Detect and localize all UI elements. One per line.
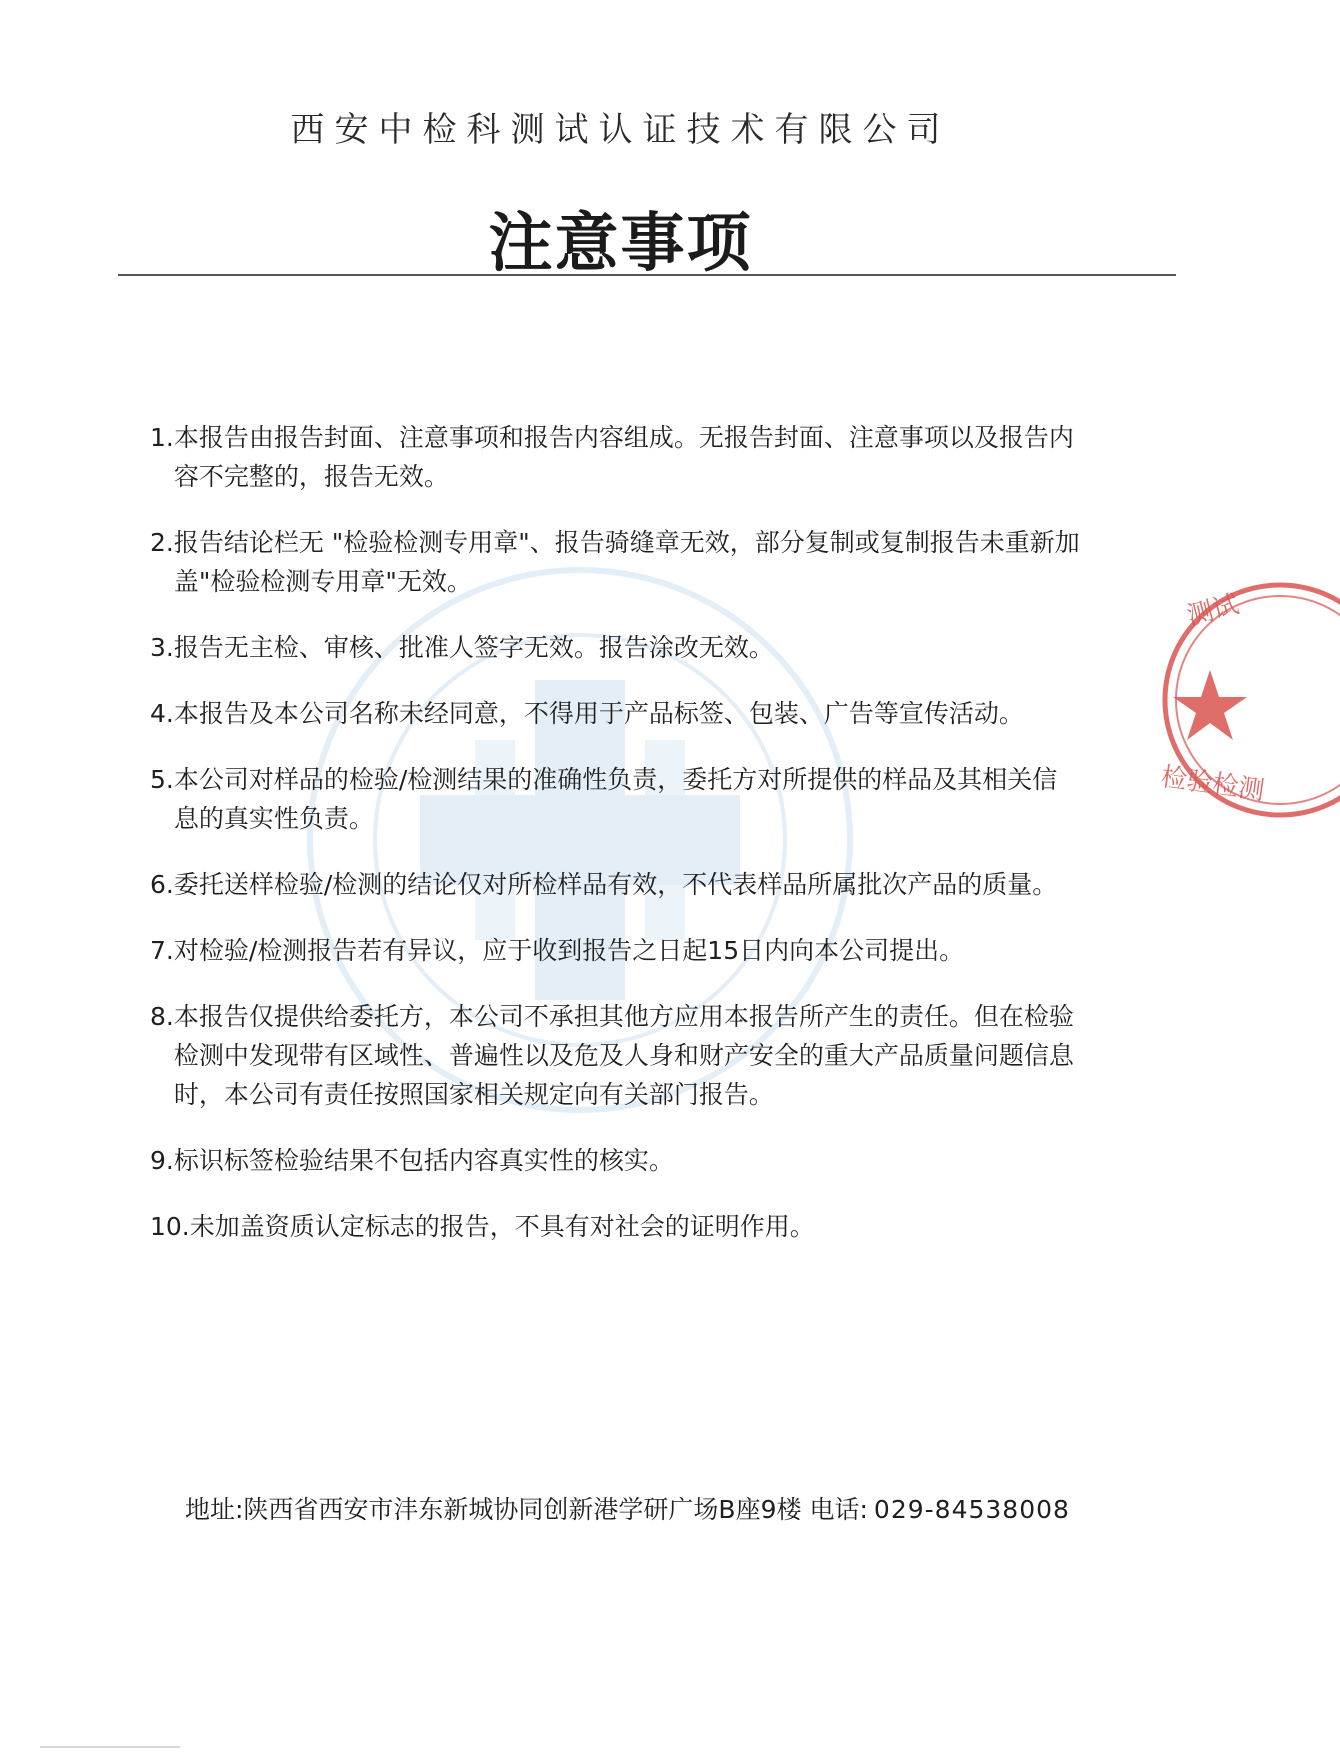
scan-mark <box>40 1746 180 1748</box>
svg-text:检验检测: 检验检测 <box>1159 762 1267 807</box>
notice-text: 委托送样检验/检测的结论仅对所检样品有效，不代表样品所属批次产品的质量。 <box>173 870 1058 899</box>
notice-item <box>150 760 1080 838</box>
notice-number: 6. <box>150 870 174 899</box>
notice-item <box>150 523 1080 601</box>
svg-text:测试: 测试 <box>1184 589 1243 632</box>
notice-number: 3. <box>150 633 174 662</box>
notice-text: 报告结论栏无 "检验检测专用章"、报告骑缝章无效，部分复制或复制报告未重新加盖"检验检测专用章"无效。 <box>173 528 1080 596</box>
page-title: 注意事项 <box>488 207 753 281</box>
footer-tel: 029-84538008 <box>873 1495 1070 1524</box>
notice-item <box>150 418 1080 496</box>
notice-text: 本报告及本公司名称未经同意，不得用于产品标签、包装、广告等宣传活动。 <box>173 699 1024 728</box>
notice-item <box>150 1207 1080 1246</box>
notice-number: 8. <box>150 1002 174 1031</box>
notice-text: 本报告由报告封面、注意事项和报告内容组成。无报告封面、注意事项以及报告内容不完整的，报告无效。 <box>173 423 1074 491</box>
notice-text: 本公司对样品的检验/检测结果的准确性负责，委托方对所提供的样品及其相关信息的真实性负责。 <box>173 765 1058 833</box>
company-seal-icon <box>1150 570 1340 830</box>
title-divider <box>118 274 1176 276</box>
footer-tel-label: 电话: <box>809 1495 868 1524</box>
notice-number: 7. <box>150 936 174 965</box>
notice-number: 4. <box>150 699 174 728</box>
notice-list <box>150 418 1080 1273</box>
notice-text: 本报告仅提供给委托方，本公司不承担其他方应用本报告所产生的责任。但在检验检测中发现带有区域性、普遍性以及危及人身和财产安全的重大产品质量问题信息时，本公司有责任按照国家相关规定向有关部门报告。 <box>173 1002 1074 1109</box>
notice-item <box>150 931 1080 970</box>
footer-contact <box>185 1490 1070 1526</box>
notice-item <box>150 997 1080 1114</box>
notice-item <box>150 694 1080 733</box>
notice-number: 9. <box>150 1146 174 1175</box>
notice-number: 10. <box>150 1212 190 1241</box>
notice-text: 标识标签检验结果不包括内容真实性的核实。 <box>173 1146 674 1175</box>
notice-text: 报告无主检、审核、批准人签字无效。报告涂改无效。 <box>173 633 774 662</box>
notice-item <box>150 865 1080 904</box>
notice-item <box>150 1141 1080 1180</box>
footer-address: 地址:陕西省西安市沣东新城协同创新港学研广场B座9楼 <box>185 1495 802 1524</box>
notice-number: 2. <box>150 528 174 557</box>
notice-number: 1. <box>150 423 174 452</box>
notice-text: 未加盖资质认定标志的报告，不具有对社会的证明作用。 <box>189 1212 815 1241</box>
company-name: 西安中检科测试认证技术有限公司 <box>290 110 951 150</box>
notice-number: 5. <box>150 765 174 794</box>
notice-item <box>150 628 1080 667</box>
notice-text: 对检验/检测报告若有异议，应于收到报告之日起15日内向本公司提出。 <box>173 936 965 965</box>
